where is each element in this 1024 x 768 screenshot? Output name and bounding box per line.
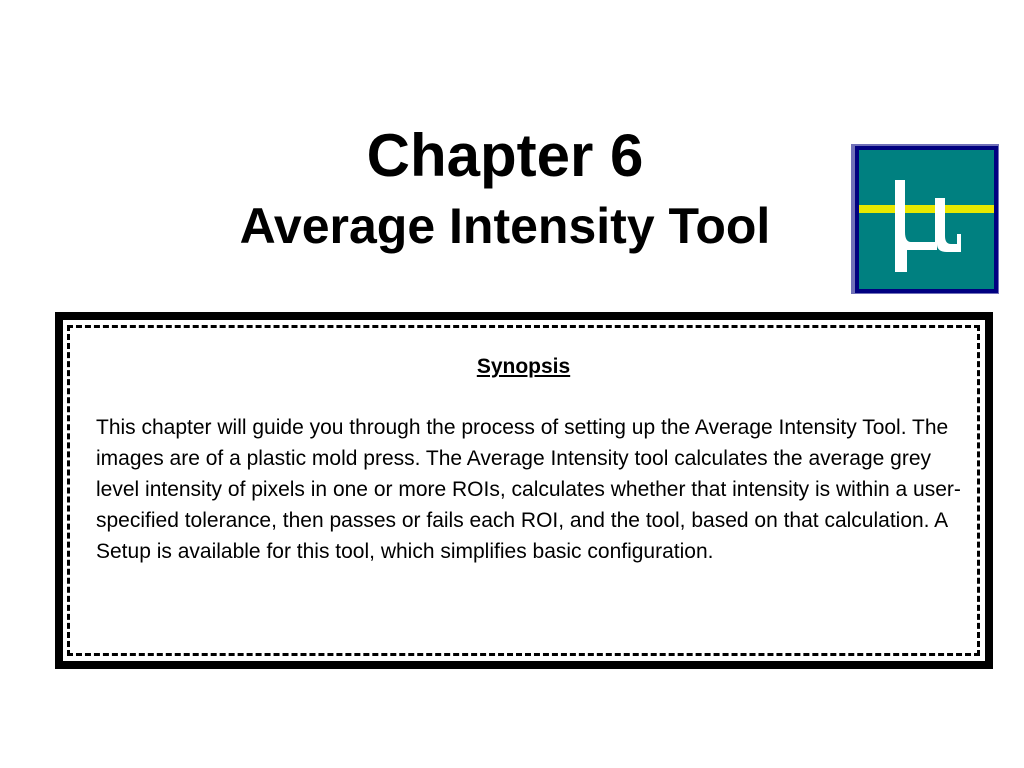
chapter-number: Chapter 6 [366,122,644,189]
synopsis-dashed-border [67,325,980,656]
average-intensity-tool-icon [851,144,999,294]
synopsis-heading: Synopsis [476,355,571,378]
synopsis-text: This chapter will guide you through the process of setting up the Average Intensity Tool. The images are of a plastic mold press. The Average Intensity tool calculates the average grey level intensity of pixels in one or more ROIs, calculates whether that intensity is within a user-specified tolerance, then passes or fails each ROI, and the tool, based on that calculation. A Setup is available for this tool, which simplifies basic configuration. [96,416,961,563]
chapter-title: Average Intensity Tool [239,198,771,254]
synopsis-box [55,312,993,669]
